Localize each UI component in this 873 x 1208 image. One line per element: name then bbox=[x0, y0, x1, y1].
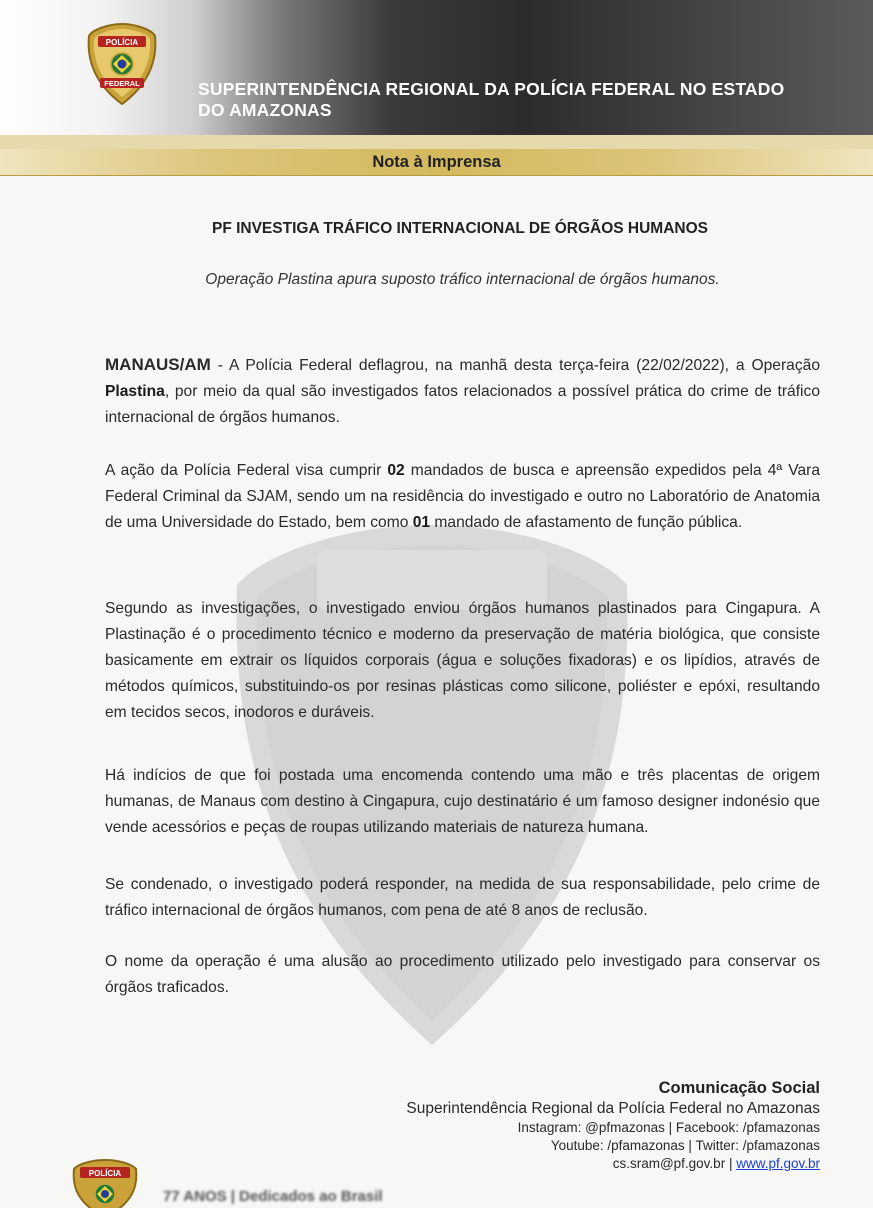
p2-text-a: A ação da Polícia Federal visa cumprir bbox=[105, 462, 388, 479]
footer-dept: Comunicação Social bbox=[658, 1079, 820, 1097]
paragraph-5: Se condenado, o investigado poderá responder, na medida de sua responsabilidade, pelo crime de tráfico internacional de órgãos humanos, com pena de até 8 anos de reclusão. bbox=[105, 876, 820, 919]
footer-email-line bbox=[406, 1155, 820, 1173]
operation-name: Plastina bbox=[105, 383, 165, 400]
anniversary-text: 77 ANOS | Dedicados ao Brasil bbox=[163, 1188, 383, 1205]
svg-text:FEDERAL: FEDERAL bbox=[104, 79, 140, 88]
footer-contact bbox=[406, 1078, 820, 1173]
paragraph-2 bbox=[105, 458, 820, 536]
footer-separator: | bbox=[725, 1156, 737, 1171]
paragraph-4: Há indícios de que foi postada uma encomenda contendo uma mão e três placentas de origem humanas, de Manaus com destino à Cingapura, cujo destinatário é um famoso designer indonésio que vende acessórios e peças de roupas utilizando materiais de natureza humana. bbox=[105, 767, 820, 836]
pf-badge-small-icon bbox=[70, 1158, 140, 1208]
warrant-count-search: 02 bbox=[387, 462, 405, 479]
p1-text-a: - A Polícia Federal deflagrou, na manhã desta terça-feira (22/02/2022), a Operação bbox=[210, 357, 820, 374]
header-divider bbox=[0, 135, 873, 149]
paragraph-3: Segundo as investigações, o investigado enviou órgãos humanos plastinados para Cingapura. A Plastinação é o procedimento técnico e moderno da preservação de matéria biológica, que consiste basicamente em extrair os líquidos corporais (água e soluções fixadoras) e os lipídios, através de métodos químicos, substituindo-os por resinas plásticas como silicone, poliéster e epóxi, resultando em tecidos secos, inodoros e duráveis. bbox=[105, 600, 820, 721]
footer-org: Superintendência Regional da Polícia Federal no Amazonas bbox=[406, 1100, 820, 1117]
header-title-line1: SUPERINTENDÊNCIA REGIONAL DA POLÍCIA FEDERAL NO ESTADO bbox=[198, 79, 785, 99]
article-title: PF INVESTIGA TRÁFICO INTERNACIONAL DE ÓRGÃOS HUMANOS bbox=[211, 220, 708, 237]
website-link[interactable]: www.pf.gov.br bbox=[736, 1156, 820, 1171]
footer-email: cs.sram@pf.gov.br bbox=[612, 1156, 726, 1171]
paragraph-1 bbox=[105, 352, 820, 431]
svg-text:POLÍCIA: POLÍCIA bbox=[88, 1169, 122, 1178]
footer-social-1: Instagram: @pfmazonas | Facebook: /pfamazonas bbox=[517, 1120, 820, 1135]
p2-text-c: mandado de afastamento de função pública. bbox=[430, 514, 743, 531]
svg-text:POLÍCIA: POLÍCIA bbox=[105, 38, 139, 47]
p2-text-b: mandados de busca e apreensão expedidos pela 4ª Vara Federal Criminal da SJAM, sendo um na residência do investigado e outro no Laboratório de Anatomia de uma Universidade do Estado, bem como bbox=[105, 462, 820, 531]
dateline-city: MANAUS/AM bbox=[105, 355, 211, 374]
press-note-label: Nota à Imprensa bbox=[372, 153, 501, 171]
p1-text-b: , por meio da qual são investigados fatos relacionados a possível prática do crime de tráfico internacional de órgãos humanos. bbox=[105, 383, 820, 426]
pf-badge-icon bbox=[86, 22, 158, 106]
header-title-line2: DO AMAZONAS bbox=[198, 100, 332, 120]
article-subtitle: Operação Plastina apura suposto tráfico internacional de órgãos humanos. bbox=[205, 271, 720, 288]
warrant-count-suspension: 01 bbox=[412, 514, 431, 531]
paragraph-6: O nome da operação é uma alusão ao procedimento utilizado pelo investigado para conservar os órgãos traficados. bbox=[105, 953, 820, 996]
footer-social-2: Youtube: /pfamazonas | Twitter: /pfamazonas bbox=[550, 1138, 820, 1153]
header-title bbox=[198, 79, 838, 121]
